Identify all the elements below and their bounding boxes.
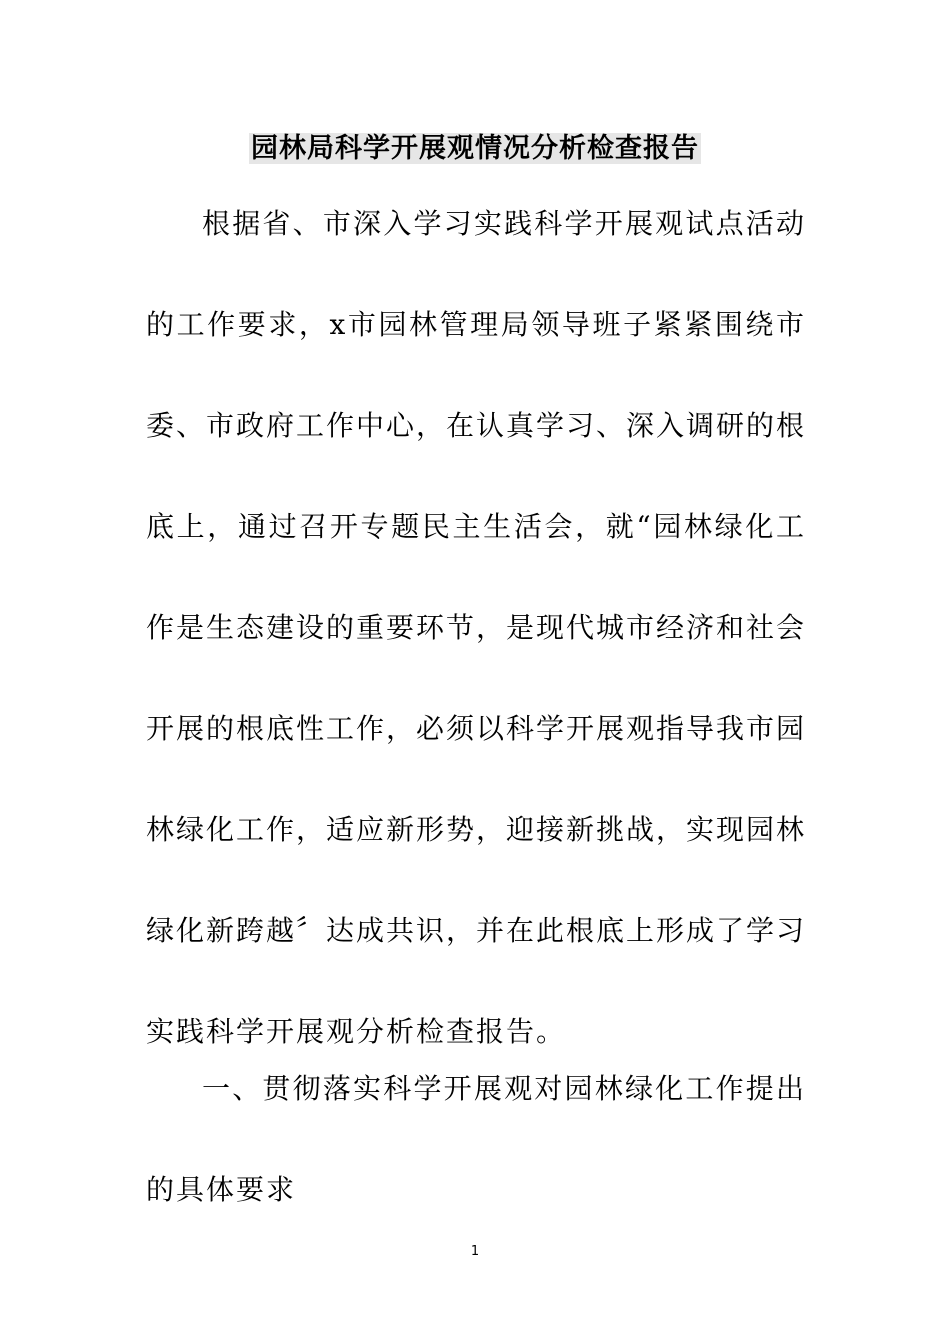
document-title	[0, 128, 950, 170]
paragraph-intro: 根据省、市深入学习实践科学开展观试点活动的工作要求，x市园林管理局领导班子紧紧围绕市委、市政府工作中心，在认真学习、深入调研的根底上，通过召开专题民主生活会，就“园林绿化工作是生态建设的重要环节，是现代城市经济和社会开展的根底性工作，必须以科学开展观指导我市园林绿化工作，适应新形势，迎接新挑战，实现园林绿化新跨越〞达成共识，并在此根底上形成了学习实践科学开展观分析检查报告。	[146, 207, 807, 1048]
page-number: 1	[470, 1244, 480, 1259]
section-heading-1: 一、贯彻落实科学开展观对园林绿化工作提出的具体要求	[146, 1072, 806, 1206]
document-title-text: 园林局科学开展观情况分析检查报告	[251, 133, 699, 164]
